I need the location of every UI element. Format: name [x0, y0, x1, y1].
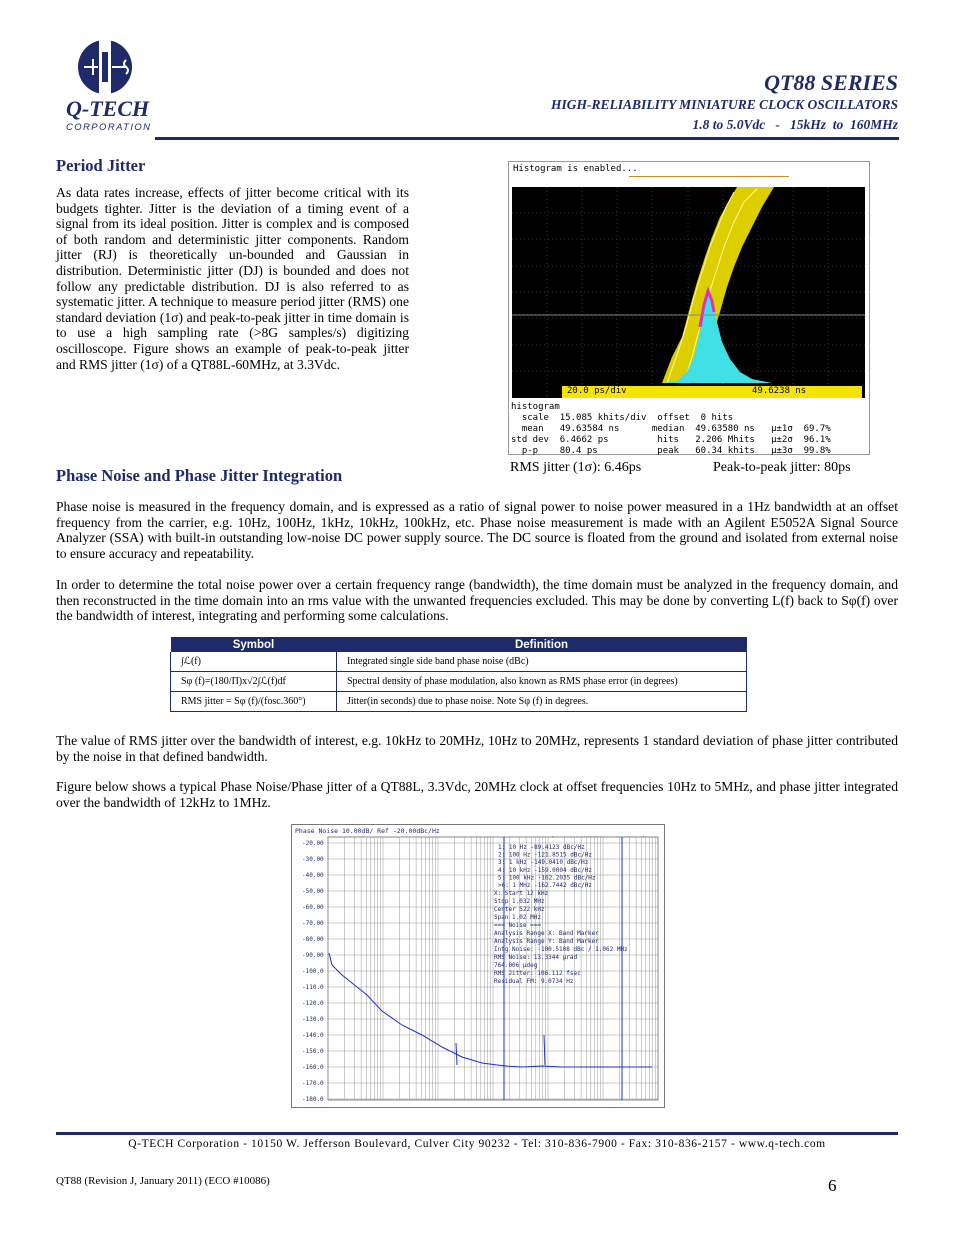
table-cell-symbol: ∫ℒ(f) — [171, 652, 337, 672]
pn-ytick-label: -140.0 — [302, 1032, 324, 1039]
pn-ytick-label: -20.00 — [302, 840, 324, 847]
pn-marker-line: >6: 1 MHz -162.7442 dBc/Hz — [498, 882, 592, 889]
pn-ytick-label: -90.00 — [302, 952, 324, 959]
pn-ytick-label: -70.00 — [302, 920, 324, 927]
table-row — [171, 672, 747, 692]
pn-marker-line: 4: 10 kHz -159.0004 dBc/Hz — [498, 866, 592, 874]
table-cell-definition: Spectral density of phase modulation, also known as RMS phase error (in degrees) — [337, 672, 747, 692]
scope-scale-label: 20.0 ps/div — [567, 386, 627, 396]
table-row — [171, 652, 747, 672]
pn-readout-line: Stop 1.032 MHz — [494, 898, 545, 905]
scope-screen — [512, 187, 865, 398]
pn-readout-line: RMS Jitter: 106.112 fsec — [494, 970, 581, 977]
footer-divider — [56, 1132, 898, 1135]
phase-noise-para-3: The value of RMS jitter over the bandwidth of interest, e.g. 10kHz to 20MHz, 10Hz to 20MHz, represents 1 standard deviation of phase jitter contributed by the noise in that defined bandwidth. — [56, 733, 898, 764]
header-divider — [155, 137, 899, 140]
pn-marker-line: 5: 100 kHz -162.2035 dBc/Hz — [498, 874, 596, 882]
footer-address: Q-TECH Corporation - 10150 W. Jefferson Boulevard, Culver City 90232 - Tel: 310-836-7900 - Fax: 310-836-2157 - www.q-tech.com — [128, 1138, 826, 1150]
period-jitter-heading: Period Jitter — [56, 156, 146, 175]
company-logo — [76, 38, 136, 98]
pn-ytick-label: -100.0 — [302, 968, 324, 975]
pn-readout-line: Intg Noise: -100.5108 dBc / 1.062 MHz — [494, 946, 628, 953]
table-header-definition: Definition — [337, 637, 747, 652]
phase-noise-heading: Phase Noise and Phase Jitter Integration — [56, 466, 343, 485]
scope-range-bar — [629, 176, 789, 177]
pn-marker-line: 2: 100 Hz -121.8515 dBc/Hz — [498, 851, 592, 859]
pn-readout-line: Residual FM: 9.0734 Hz — [494, 978, 574, 985]
table-cell-definition: Integrated single side band phase noise (dBc) — [337, 652, 747, 672]
pn-readout-line: Analysis Range Y: Band Marker — [494, 938, 599, 945]
series-range: 1.8 to 5.0Vdc - 15kHz to 160MHz — [692, 117, 898, 132]
pn-ytick-label: -80.00 — [302, 936, 324, 943]
phase-noise-para-1: Phase noise is measured in the frequency domain, and is expressed as a ratio of signal power to noise power measured in a 1Hz bandwidth at an offset frequency from the carrier, e.g. 10Hz, 100Hz, 1kHz, 10kHz, 100kHz, etc. Phase noise measurement is made with an Agilent E5052A Signal Source Analyzer (SSA) with built-in outstanding low-noise DC power supply source. The DC source is floated from the ground and isolated from external noise to ensure accuracy and repeatability. — [56, 499, 898, 561]
table-header-symbol: Symbol — [171, 637, 337, 652]
phase-noise-para-4: Figure below shows a typical Phase Noise/Phase jitter of a QT88L, 3.3Vdc, 20MHz clock at offset frequencies 10Hz to 5MHz, and phase jitter integrated over the bandwidth of 12kHz to 1MHz. — [56, 779, 898, 810]
pn-ytick-label: -120.0 — [302, 1000, 324, 1007]
pn-readout-line: === Noise === — [494, 922, 541, 929]
pn-ytick-label: -180.0 — [302, 1096, 324, 1103]
pn-ytick-label: -30.00 — [302, 856, 324, 863]
pn-ytick-label: -40.00 — [302, 872, 324, 879]
pn-ytick-label: -150.0 — [302, 1048, 324, 1055]
phase-noise-plot — [291, 824, 665, 1108]
pn-readout-line: RMS Noise: 13.3344 μrad — [494, 954, 578, 961]
pn-title: Phase Noise 10.00dB/ Ref -20.00dBc/Hz — [295, 827, 440, 835]
pn-marker-line: 3: 1 kHz -149.0410 dBc/Hz — [498, 859, 589, 867]
table-cell-symbol: RMS jitter = Sφ (f)/(fosc.360°) — [171, 692, 337, 712]
series-title: QT88 SERIES — [764, 70, 898, 95]
logo-text: Q-TECH — [66, 96, 150, 121]
scope-statistics: histogram scale 15.085 khits/div offset 0 hits mean 49.63584 ns median 49.63580 ns μ±1σ 69.7% std dev 6.4662 ps hits 2.206 Mhits μ±2σ 96.1% p-p 80.4 ps peak 60.34 khits μ±3σ 99.8% — [511, 402, 831, 456]
table-cell-symbol: Sφ (f)=(180/Π)x√2∫ℒ(f)df — [171, 672, 337, 692]
pn-ytick-label: -60.00 — [302, 904, 324, 911]
pn-readout-line: Analysis Range X: Band Marker — [494, 930, 599, 937]
scope-status: Histogram is enabled... — [513, 164, 638, 174]
rms-jitter-caption: RMS jitter (1σ): 6.46ps — [510, 460, 642, 475]
pn-ytick-label: -170.0 — [302, 1080, 324, 1087]
page-number: 6 — [828, 1176, 837, 1195]
revision-note: QT88 (Revision J, January 2011) (ECO #10086) — [56, 1175, 270, 1187]
pn-marker-line: 1: 10 Hz -89.4123 dBc/Hz — [498, 844, 585, 851]
pn-ytick-label: -50.00 — [302, 888, 324, 895]
pn-readout-line: X: Start 12 kHz — [494, 890, 549, 897]
pn-readout-line: Center 522 kHz — [494, 906, 545, 913]
table-row — [171, 692, 747, 712]
symbol-definition-table — [170, 637, 747, 712]
pp-jitter-caption: Peak-to-peak jitter: 80ps — [713, 460, 851, 475]
pn-ytick-label: -110.0 — [302, 984, 324, 991]
pn-ytick-label: -130.0 — [302, 1016, 324, 1023]
scope-center-label: 49.6238 ns — [752, 386, 807, 396]
pn-ytick-label: -160.0 — [302, 1064, 324, 1071]
phase-noise-para-2: In order to determine the total noise power over a certain frequency range (bandwidth), the time domain must be analyzed in the frequency domain, and then reconstructed in the time domain into an rms value with the unwanted frequencies excluded. This may be done by converting L(f) back to Sφ(f) over the bandwidth of interest, integrating and performing some calculations. — [56, 577, 898, 624]
pn-readout-line: Span 1.02 MHz — [494, 914, 541, 921]
table-cell-definition: Jitter(in seconds) due to phase noise. Note Sφ (f) in degrees. — [337, 692, 747, 712]
series-subtitle: HIGH-RELIABILITY MINIATURE CLOCK OSCILLATORS — [551, 97, 898, 112]
pn-readout-line: 764.006 μdeg — [494, 962, 538, 969]
period-jitter-text: As data rates increase, effects of jitter become critical with its budgets tighter. Jitter is the deviation of a timing event of a signal from its ideal position. Jitter is complex and is composed of both random and deterministic jitter components. Random jitter (RJ) is theoretically un-bounded and Gaussian in distribution. Deterministic jitter (DJ) is bounded and does not follow any predictable distribution. DJ is also referred to as systematic jitter. A technique to measure period jitter (RMS) one standard deviation (1σ) and peak-to-peak jitter in time domain is to use a high sampling rate (>8G samples/s) digitizing oscilloscope. Figure shows an example of peak-to-peak jitter and RMS jitter (1σ) of a QT88L-60MHz, at 3.3Vdc. — [56, 185, 409, 372]
oscilloscope-figure — [508, 161, 870, 455]
logo-subtext: CORPORATION — [66, 122, 152, 133]
